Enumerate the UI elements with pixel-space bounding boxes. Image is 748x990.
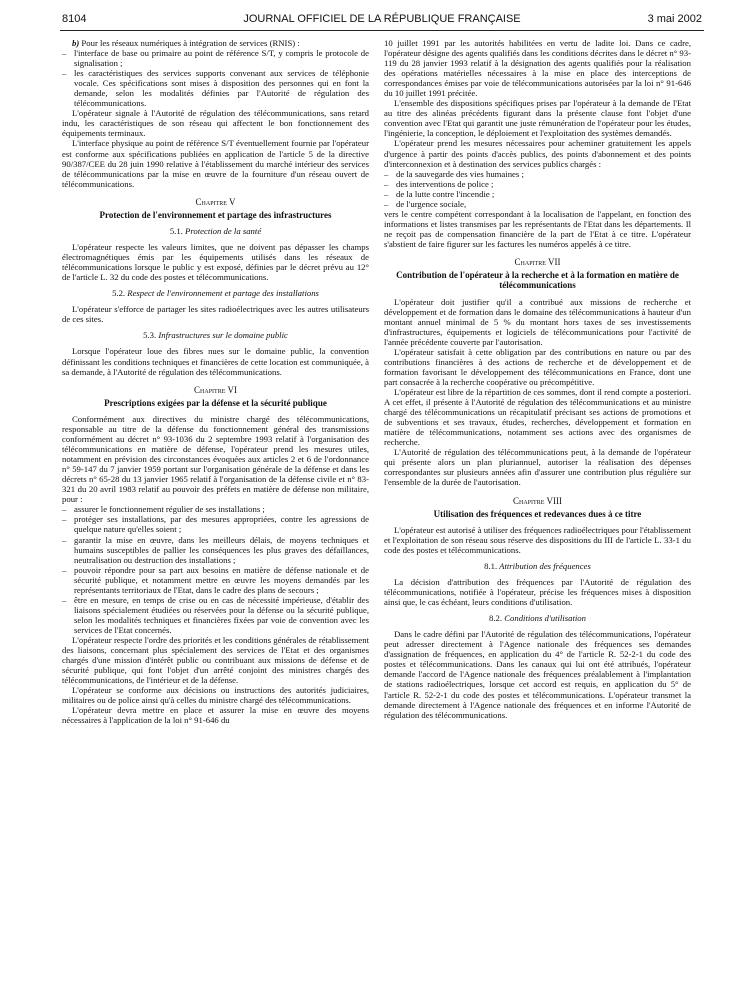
paragraph: L'Autorité de régulation des télécommunications peut, à la demande de l'opérateur qui présente alors un plan pluriannuel, autoriser la réalisation des dépenses correspondantes sur plusieurs années afin d'assurer une contribution plus régulière sur l'ensemble de la durée de l'autorisation. xyxy=(384,447,691,488)
paragraph: L'opérateur satisfait à cette obligation par des contributions en nature ou par des contributions financières à des actions de recherche et de développement et de formation favorisant le développement des télécommunications en France, dont une part consacrée à la recherche coopérative ou précompétitive. xyxy=(384,346,691,387)
section-heading xyxy=(62,330,369,340)
section-title: Protection de la santé xyxy=(185,226,262,237)
paragraph: Dans le cadre défini par l'Autorité de régulation des télécommunications, l'opérateur peut adresser directement à l'Agence nationale des fréquences ses demandes d'assignation de fréquences, en application du 4° de l'article R. 52-2-1 du code des postes et télécommunications. Dans les canaux qui lui ont été attribués, l'opérateur demande l'accord de l'Agence nationale des fréquences préalablement à l'implantation de stations radioélectriques, lorsque cet accord est requis, en application du 5° de l'article R. 52-2-1 du code des postes et télécommunications. L'opérateur transmet la demande directement à l'Agence nationale des fréquences et en informe l'Autorité de régulation des télécommunications. xyxy=(384,629,691,720)
paragraph: L'opérateur devra mettre en place et assurer la mise en œuvre des moyens nécessaires à l'application de la loi n° 91-646 du xyxy=(62,705,369,726)
list-item: – pouvoir répondre pour sa part aux besoins en matière de défense nationale et de sécurité publique, et notamment mettre en œuvre les moyens demandés par les représentants territoriaux de l'Etat, dans le cadre des plans de secours ; xyxy=(62,565,369,595)
paragraph: L'opérateur doit justifier qu'il a contribué aux missions de recherche et développement et de formation dans le domaine des télécommunications à hauteur d'un montant annuel minimal de 5 % du montant hors taxes de ses investissements d'infrastructures, équipements et logiciels de télécommunications pour l'activité de l'année précédente couverte par l'autorisation. xyxy=(384,296,691,347)
section-title: Respect de l'environnement et partage des installations xyxy=(127,288,319,299)
right-column xyxy=(384,38,691,720)
section-heading xyxy=(62,226,369,236)
paragraph: L'opérateur s'efforce de partager les sites radioélectriques avec les autres utilisateurs de ces sites. xyxy=(62,304,369,325)
defense-list xyxy=(62,504,369,635)
chapter-label: Chapitre V xyxy=(195,196,236,207)
page-header xyxy=(62,13,702,27)
paragraph: L'opérateur est libre de la répartition de ces sommes, dont il rend compte a posteriori. A cet effet, il présente à l'Autorité de régulation des télécommunications et au ministre chargé des télécommunications un récapitulatif précisant ses actions de promotions et de subventions et ses travaux, études, recherches, développement et formation en matière de télécommunications, notamment ses actions avec des organismes de recherche. xyxy=(384,387,691,448)
paragraph: L'opérateur se conforme aux décisions ou instructions des autorités judiciaires, militaires ou de police ainsi qu'à celles du ministre chargé des télécommunications. xyxy=(62,685,369,706)
journal-title: JOURNAL OFFICIEL DE LA RÉPUBLIQUE FRANÇAISE xyxy=(243,13,521,25)
list-item: – de l'urgence sociale, xyxy=(384,199,691,209)
section-title: Infrastructures sur le domaine public xyxy=(158,330,288,341)
list-item: – être en mesure, en temps de crise ou en cas de nécessité impérieuse, d'établir des liaisons spécialement étudiées ou réservées pour la défense ou la sécurité publique, selon les modalités techniques et financières fixées par voie de convention avec les services de l'Etat concernés. xyxy=(62,595,369,635)
chapter-title: Contribution de l'opérateur à la recherche et à la formation en matière de télécommunications xyxy=(396,270,679,291)
list-item: – assurer le fonctionnement régulier de ses installations ; xyxy=(62,504,369,514)
paragraph: 10 juillet 1991 par les autorités habilitées en vertu de ladite loi. Dans ce cadre, l'opérateur désigne des agents qualifiés dans les conditions décrites dans le décret n° 93-119 du 28 janvier 1993 relatif à la désignation des agents qualifiés pour la réalisation des opérations matérielles nécessaires à la mise en place des interceptions de correspondances émises par voie de télécommunications autorisées par la loi n° 91-646 du 10 juillet 1991 précitée. xyxy=(384,38,691,99)
paragraph: vers le centre compétent correspondant à la localisation de l'appelant, en fonction des informations et listes transmises par les représentants de l'Etat dans les départements. Il ne reçoit pas de compensation financière de la part de l'Etat à ce titre. L'opérateur s'abstient de faire figurer sur les factures les numéros appelés à ce titre. xyxy=(384,208,691,249)
chapter-title: Protection de l'environnement et partage des infrastructures xyxy=(99,209,332,220)
list-item: – de la sauvegarde des vies humaines ; xyxy=(384,169,691,179)
page-number: 8104 xyxy=(62,13,87,25)
list-item: – garantir la mise en œuvre, dans les meilleurs délais, de moyens techniques et humains susceptibles de pallier les conséquences les plus graves des défaillances, neutralisation ou destruction des installations ; xyxy=(62,535,369,565)
paragraph-b xyxy=(62,38,369,48)
section-number: 8.2. xyxy=(489,613,503,624)
item-letter: b) xyxy=(72,38,80,48)
paragraph: L'ensemble des dispositions spécifiques prises par l'opérateur à la demande de l'Etat au titre des alinéas précédents figurant dans la présente clause font l'objet d'une convention avec l'Etat qui garantit une juste rémunération de l'opérateur pour les études, l'ingénierie, la conception, le déploiement et l'exploitation des systèmes demandés. xyxy=(384,98,691,139)
section-title: Conditions d'utilisation xyxy=(504,613,586,624)
section-number: 5.1. xyxy=(169,226,183,237)
paragraph: La décision d'attribution des fréquences par l'Autorité de régulation des télécommunications, notifiée à l'opérateur, précise les fréquences mises à disposition ainsi que, le cas échéant, leurs conditions d'utilisation. xyxy=(384,577,691,608)
left-column xyxy=(62,38,369,725)
chapter-label: Chapitre VII xyxy=(514,256,561,267)
section-heading xyxy=(384,561,691,571)
section-number: 5.2. xyxy=(112,288,126,299)
rnis-list xyxy=(62,48,369,108)
header-rule xyxy=(60,30,704,31)
section-title: Attribution des fréquences xyxy=(499,561,591,571)
section-heading xyxy=(62,288,369,298)
paragraph: L'opérateur signale à l'Autorité de régulation des télécommunications, sans retard indu, les caractéristiques de son réseau qui affectent le bon fonctionnement des équipements terminaux. xyxy=(62,108,369,139)
list-item: – de la lutte contre l'incendie ; xyxy=(384,189,691,199)
paragraph: L'opérateur respecte l'ordre des priorités et les conditions générales de rétablissement des liaisons, concernant plus spécialement des services de l'Etat et des organismes chargés d'une mission d'intérêt public ou contribuant aux missions de défense et de sécurité publique, qui font l'objet d'un arrêté conjoint des ministres chargés des télécommunications, de l'intérieur et de la défense. xyxy=(62,634,369,686)
publication-date: 3 mai 2002 xyxy=(647,13,702,25)
emergency-list xyxy=(384,169,691,209)
paragraph: L'opérateur respecte les valeurs limites, que ne doivent pas dépasser les champs électromagnétiques émis par les équipements utilisés dans les réseaux de télécommunications lorsque le public y est exposé, définies par le décret prévu au 12° de l'article L. 32 du code des postes et télécommunications. xyxy=(62,242,369,283)
chapter-title: Utilisation des fréquences et redevances dues à ce titre xyxy=(433,508,642,519)
chapter-label: Chapitre VIII xyxy=(513,495,562,506)
list-item: – l'interface de base ou primaire au point de référence S/T, y compris le protocole de signalisation ; xyxy=(62,48,369,68)
paragraph: L'opérateur est autorisé à utiliser des fréquences radioélectriques pour l'établissement et l'exploitation de son réseau sous réserve des dispositions du III de l'article L. 33-1 du code des postes et télécommunications. xyxy=(384,524,691,555)
item-text: Pour les réseaux numériques à intégration de services (RNIS) : xyxy=(79,38,300,48)
list-item: – les caractéristiques des services supports convenant aux services de téléphonie vocale. Ces spécifications sont mises à disposition des personnes qui en font la demande, selon les modalités définies par l'Autorité de régulation des télécommunications. xyxy=(62,68,369,108)
paragraph: L'opérateur prend les mesures nécessaires pour acheminer gratuitement les appels d'urgence à partir des points d'accès publics, des points d'abonnement et des points d'interconnexion et à destination des services publics chargés : xyxy=(384,138,691,169)
list-item: – des interventions de police ; xyxy=(384,179,691,189)
chapter-label: Chapitre VI xyxy=(194,384,237,395)
paragraph: L'interface physique au point de référence S/T éventuellement fournie par l'opérateur est conforme aux spécifications publiées en application de l'article 5 de la directive 90/387/CEE du 28 juin 1990 relative à l'établissement du marché intérieur des services de télécommunications par la mise en œuvre de la fourniture d'un réseau ouvert de télécommunications. xyxy=(62,138,369,189)
paragraph: Lorsque l'opérateur loue des fibres nues sur le domaine public, la convention définissant les conditions techniques et financières de cette location est communiquée, à sa demande, à l'Autorité de régulation des télécommunications. xyxy=(62,346,369,377)
section-number: 5.3. xyxy=(143,330,157,341)
list-item: – protéger ses installations, par des mesures appropriées, contre les agressions de quelque nature qu'elles soient ; xyxy=(62,514,369,534)
chapter-title: Prescriptions exigées par la défense et la sécurité publique xyxy=(104,397,327,408)
paragraph: Conformément aux directives du ministre chargé des télécommunications, responsable au titre de la défense du fonctionnement général des transmissions conformément au décret n° 93-1036 du 2 septembre 1993 relatif à l'organisation des télécommunications en matière de défense, l'opérateur prend les mesures utiles, notamment en prévision des circonstances évoquées aux articles 2 et 6 de l'ordonnance n° 59-147 du 7 janvier 1959 portant sur l'organisation générale de la défense et dans les décrets n° 65-28 du 13 janvier 1965 relatif à l'organisation de la défense civile et n° 83-321 du 20 avril 1983 relatif au pouvoir des préfets en matière de défense non militaire, pour : xyxy=(62,413,369,505)
section-number: 8.1. xyxy=(484,561,498,571)
section-heading xyxy=(384,613,691,623)
